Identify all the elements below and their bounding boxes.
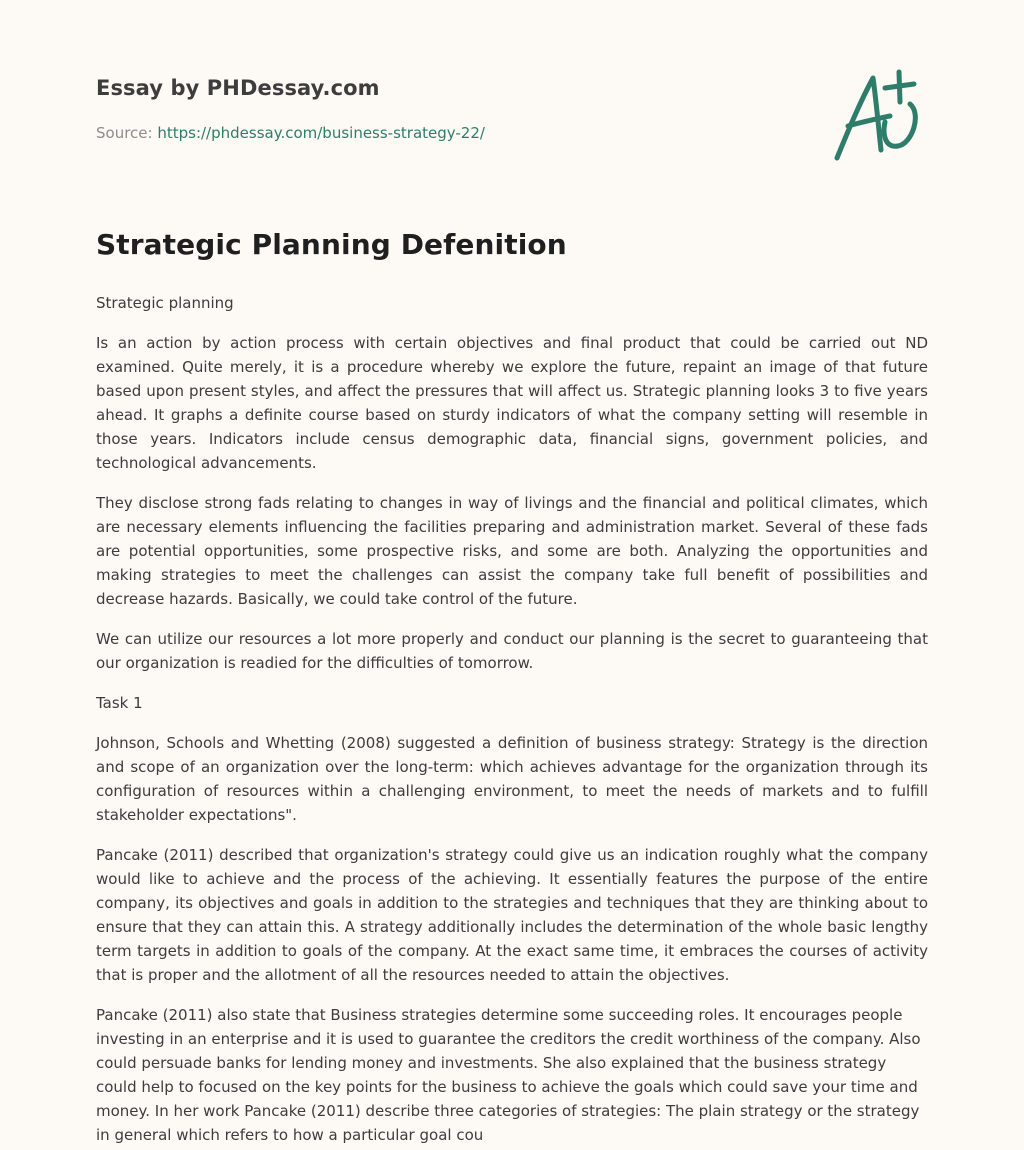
essay-body	[96, 291, 928, 1147]
source-line	[96, 124, 485, 142]
section-heading: Strategic planning	[96, 294, 234, 312]
paragraph: Pancake (2011) also state that Business strategies determine some succeeding roles. It encourages people investing in an enterprise and it is used to guarantee the creditors the credit worthiness of the company. Also could persuade banks for lending money and investments. She also explained that the business strategy could help to focused on the key points for the business to achieve the goals which could save your time and money. In her work Pancake (2011) describe three categories of strategies: The plain strategy or the strategy in general which refers to how a particular goal cou	[96, 1006, 921, 1144]
source-label: Source:	[96, 124, 158, 142]
paragraph: We can utilize our resources a lot more properly and conduct our planning is the secret to guaranteeing that our organization is readied for the difficulties of tomorrow.	[96, 630, 928, 672]
paragraph: Pancake (2011) described that organization's strategy could give us an indication roughly what the company would like to achieve and the process of the achieving. It essentially features the purpose of the entire company, its objectives and goals in addition to the strategies and techniques that they are thinking about to ensure that they can attain this. A strategy additionally includes the determination of the whole basic lengthy term targets in addition to goals of the company. At the exact same time, it embraces the courses of activity that is proper and the allotment of all the resources needed to attain the objectives.	[96, 846, 928, 984]
page-header	[96, 0, 928, 200]
source-link[interactable]: https://phdessay.com/business-strategy-22/	[157, 124, 485, 142]
a-plus-logo-icon	[828, 66, 928, 166]
essay-title: Strategic Planning Defenition	[96, 228, 567, 261]
site-title: Essay by PHDessay.com	[96, 76, 380, 100]
paragraph: Is an action by action process with certain objectives and final product that could be carried out ND examined. Quite merely, it is a procedure whereby we explore the future, repaint an image of that future based upon present styles, and affect the pressures that will affect us. Strategic planning looks 3 to five years ahead. It graphs a definite course based on sturdy indicators of what the company setting will resemble in those years. Indicators include census demographic data, financial signs, government policies, and technological advancements.	[96, 334, 928, 472]
paragraph: They disclose strong fads relating to changes in way of livings and the financial and political climates, which are necessary elements influencing the facilities preparing and administration market. Several of these fads are potential opportunities, some prospective risks, and some are both. Analyzing the opportunities and making strategies to meet the challenges can assist the company take full benefit of possibilities and decrease hazards. Basically, we could take control of the future.	[96, 494, 928, 608]
section-heading: Task 1	[96, 694, 143, 712]
paragraph: Johnson, Schools and Whetting (2008) suggested a definition of business strategy: Strategy is the direction and scope of an organization over the long-term: which achieves advantage for the organization through its configuration of resources within a challenging environment, to meet the needs of markets and to fulfill stakeholder expectations".	[96, 734, 928, 824]
